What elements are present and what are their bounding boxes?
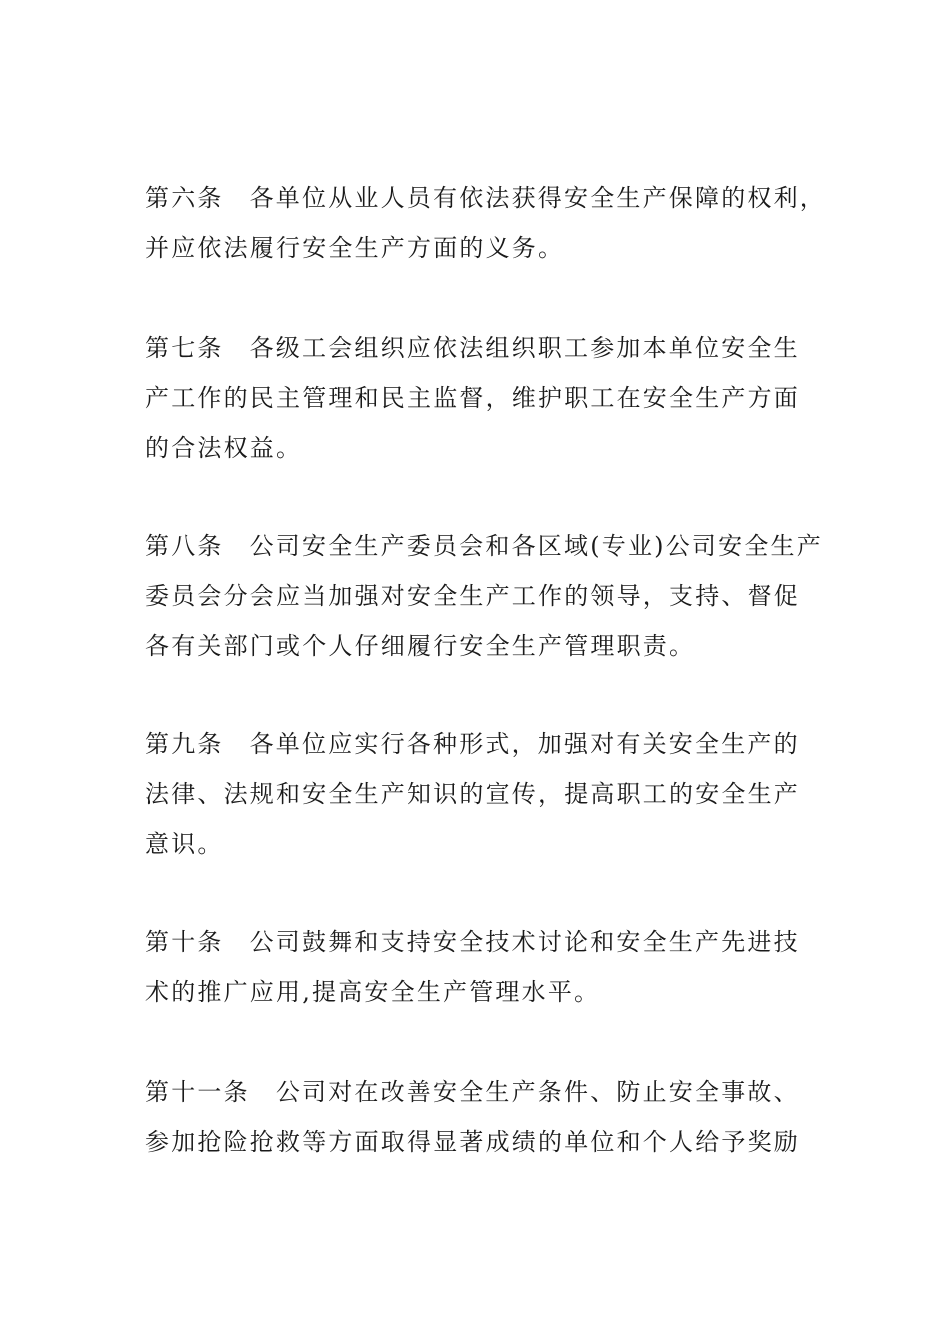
- article-11: [145, 1067, 825, 1167]
- article-9: [145, 719, 825, 869]
- article-label: 第十一条: [145, 1078, 250, 1106]
- article-text: 公司鼓舞和支持安全技术讨论和安全生产先进技: [249, 928, 800, 956]
- article-line: [145, 173, 825, 223]
- article-label: 第六条: [145, 184, 224, 212]
- article-6: [145, 173, 825, 273]
- article-text: 各级工会组织应依法组织职工参加本单位安全生: [249, 334, 800, 362]
- article-7: [145, 323, 825, 473]
- article-text: 各单位从业人员有依法获得安全生产保障的权利，: [249, 184, 827, 212]
- article-line: [145, 1067, 825, 1117]
- article-line: 的合法权益。: [145, 434, 303, 462]
- article-line: 法律、法规和安全生产知识的宣传，提高职工的安全生产: [145, 780, 800, 808]
- article-line: 术的推广应用,提高安全生产管理水平。: [145, 978, 601, 1006]
- article-line: [145, 719, 825, 769]
- article-text: 各单位应实行各种形式，加强对有关安全生产的: [249, 730, 800, 758]
- article-line: 参加抢险抢救等方面取得显著成绩的单位和个人给予奖励: [145, 1128, 800, 1156]
- article-line: 各有关部门或个人仔细履行安全生产管理职责。: [145, 632, 696, 660]
- article-line: 并应依法履行安全生产方面的义务。: [145, 234, 565, 262]
- article-text: 公司对在改善安全生产条件、防止安全事故、: [275, 1078, 800, 1106]
- article-10: [145, 917, 825, 1017]
- article-label: 第八条: [145, 532, 224, 560]
- article-label: 第十条: [145, 928, 224, 956]
- article-8: [145, 521, 825, 671]
- article-line: 意识。: [145, 830, 224, 858]
- article-line: [145, 917, 825, 967]
- article-line: [145, 521, 825, 571]
- article-line: 委员会分会应当加强对安全生产工作的领导，支持、督促: [145, 582, 800, 610]
- article-line: [145, 323, 825, 373]
- article-line: 产工作的民主管理和民主监督，维护职工在安全生产方面: [145, 384, 800, 412]
- article-text: 公司安全生产委员会和各区域(专业)公司安全生产: [249, 532, 823, 560]
- article-label: 第九条: [145, 730, 224, 758]
- article-label: 第七条: [145, 334, 224, 362]
